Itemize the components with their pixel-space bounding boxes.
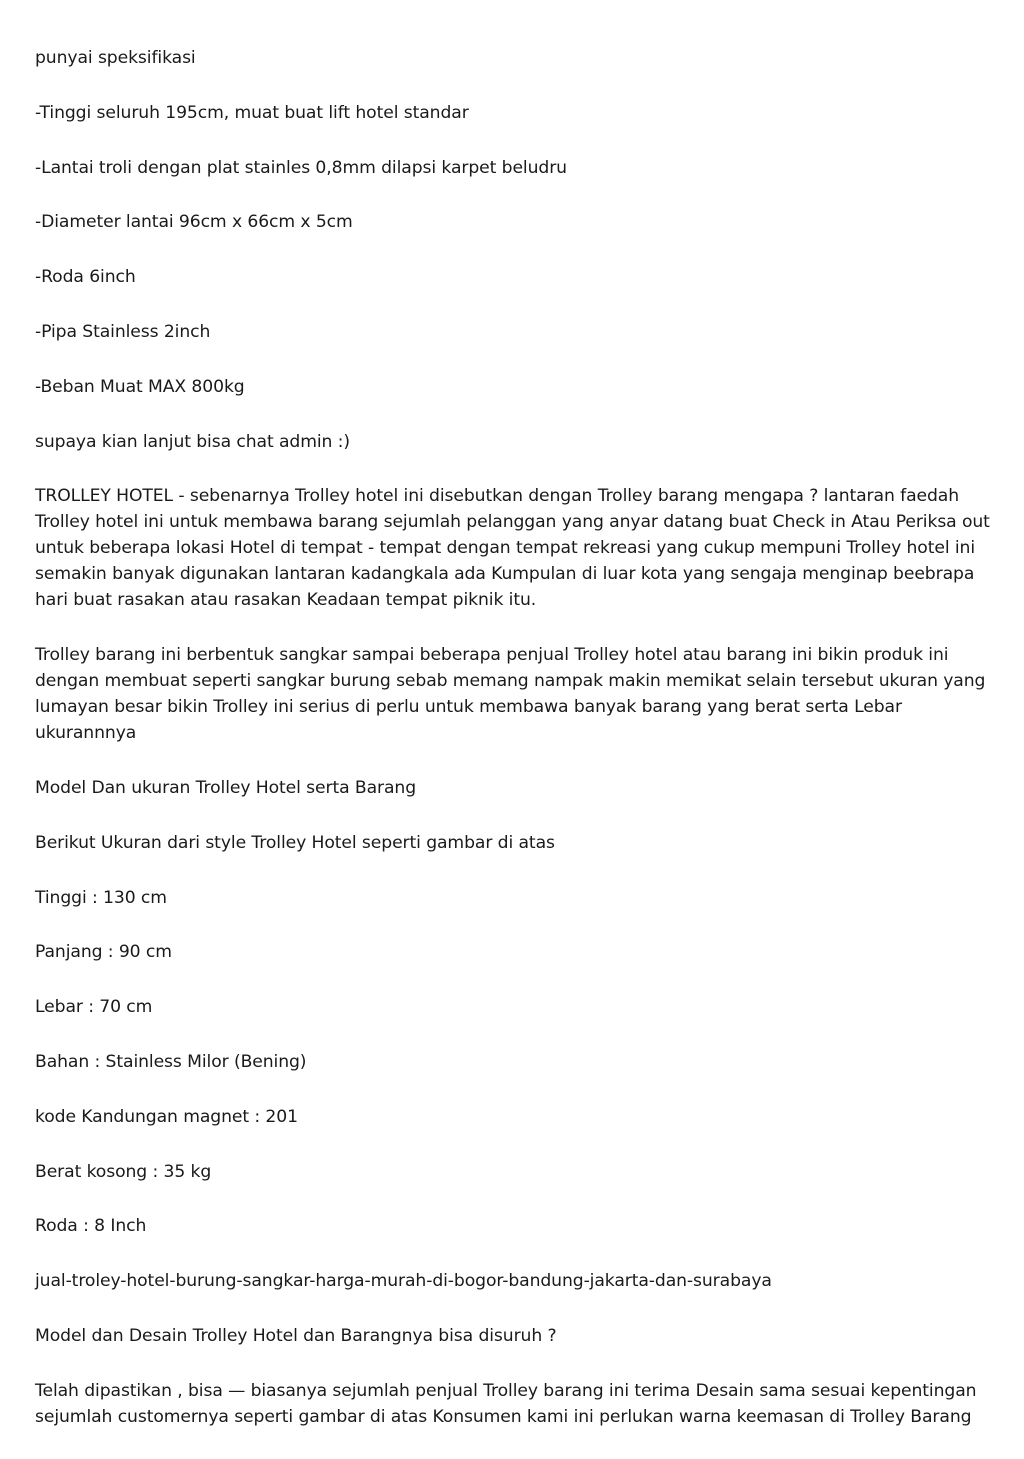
spec-wheel: -Roda 6inch — [35, 267, 136, 288]
document-body — [35, 45, 995, 1459]
size-magnet-code: kode Kandungan magnet : 201 — [35, 1106, 298, 1127]
size-height: Tinggi : 130 cm — [35, 887, 167, 908]
spec-height: -Tinggi seluruh 195cm, muat buat lift hotel standar — [35, 102, 469, 123]
size-material: Bahan : Stainless Milor (Bening) — [35, 1051, 307, 1072]
section-heading-design: Model dan Desain Trolley Hotel dan Barangnya bisa disuruh ? — [35, 1325, 557, 1346]
spec-floor: -Lantai troli dengan plat stainles 0,8mm dilapsi karpet beludru — [35, 157, 567, 178]
section-heading-model: Model Dan ukuran Trolley Hotel serta Barang — [35, 777, 417, 798]
slug-text: jual-troley-hotel-burung-sangkar-harga-murah-di-bogor-bandung-jakarta-dan-surabaya — [35, 1271, 772, 1292]
spec-diameter: -Diameter lantai 96cm x 66cm x 5cm — [35, 212, 353, 233]
spec-load: -Beban Muat MAX 800kg — [35, 376, 245, 397]
paragraph-size-intro: Berikut Ukuran dari style Trolley Hotel seperti gambar di atas — [35, 832, 555, 853]
spec-pipe: -Pipa Stainless 2inch — [35, 321, 211, 342]
size-empty-weight: Berat kosong : 35 kg — [35, 1161, 212, 1182]
paragraph-trolley-barang: Trolley barang ini berbentuk sangkar sampai beberapa penjual Trolley hotel atau barang ini bikin produk ini dengan membuat seperti sangkar burung sebab memang nampak makin memikat selain tersebut ukuran yang lumayan besar bikin Trolley ini serius di perlu untuk membawa banyak barang yang berat serta Lebar ukurannnya — [35, 645, 986, 744]
paragraph-intro: punyai speksifikasi — [35, 48, 196, 68]
paragraph-trolley-hotel: TROLLEY HOTEL - sebenarnya Trolley hotel ini disebutkan dengan Trolley barang mengapa ? lantaran faedah Trolley hotel ini untuk membawa barang sejumlah pelanggan yang anyar datang buat Check in Atau Periksa out untuk beberapa lokasi Hotel di tempat - tempat dengan tempat rekreasi yang cukup mempuni Trolley hotel ini semakin banyak digunakan lantaran kadangkala ada Kumpulan di luar kota yang sengaja menginap beebrapa hari buat rasakan atau rasakan Keadaan tempat piknik itu. — [35, 486, 990, 611]
size-width: Lebar : 70 cm — [35, 997, 153, 1018]
paragraph-design-answer: Telah dipastikan , bisa — biasanya sejumlah penjual Trolley barang ini terima Desain sama sesuai kepentingan sejumlah customernya seperti gambar di atas Konsumen kami ini perlukan warna keemasan di Trolley Barang — [35, 1380, 977, 1427]
paragraph-chat-admin: supaya kian lanjut bisa chat admin :) — [35, 431, 350, 452]
size-wheel: Roda : 8 Inch — [35, 1216, 147, 1237]
size-length: Panjang : 90 cm — [35, 942, 172, 963]
